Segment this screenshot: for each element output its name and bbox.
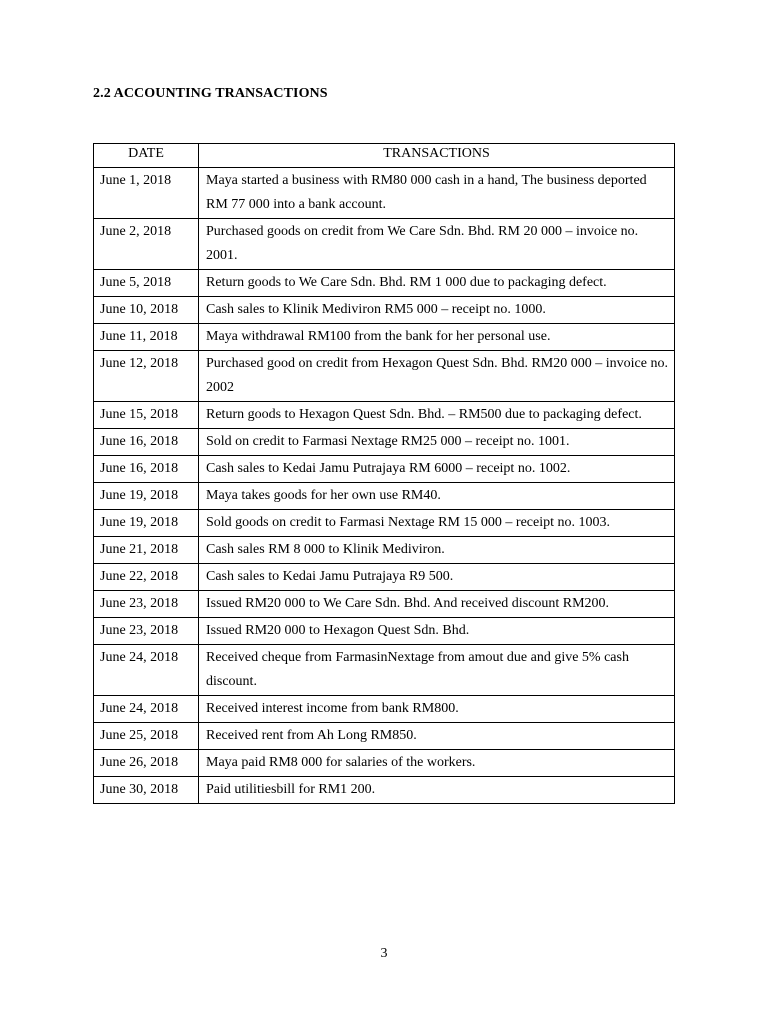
transaction-description: Paid utilitiesbill for RM1 200.: [199, 777, 675, 804]
table-row: [94, 723, 675, 750]
transaction-date: June 22, 2018: [94, 564, 199, 591]
table-row: [94, 219, 675, 270]
table-row: [94, 402, 675, 429]
transaction-description: Sold on credit to Farmasi Nextage RM25 000 – receipt no. 1001.: [199, 429, 675, 456]
table-row: [94, 510, 675, 537]
table-row: [94, 429, 675, 456]
column-header-transactions: TRANSACTIONS: [199, 144, 675, 168]
transaction-description: Purchased goods on credit from We Care Sdn. Bhd. RM 20 000 – invoice no. 2001.: [199, 219, 675, 270]
transaction-description: Received rent from Ah Long RM850.: [199, 723, 675, 750]
transaction-date: June 24, 2018: [94, 645, 199, 696]
transaction-description: Cash sales to Kedai Jamu Putrajaya RM 6000 – receipt no. 1002.: [199, 456, 675, 483]
transaction-date: June 16, 2018: [94, 429, 199, 456]
transaction-date: June 24, 2018: [94, 696, 199, 723]
transaction-description: Purchased good on credit from Hexagon Quest Sdn. Bhd. RM20 000 – invoice no. 2002: [199, 351, 675, 402]
transaction-date: June 23, 2018: [94, 591, 199, 618]
transaction-description: Return goods to Hexagon Quest Sdn. Bhd. – RM500 due to packaging defect.: [199, 402, 675, 429]
transactions-table: [93, 143, 675, 804]
transaction-date: June 21, 2018: [94, 537, 199, 564]
transaction-date: June 30, 2018: [94, 777, 199, 804]
table-row: [94, 777, 675, 804]
transaction-date: June 23, 2018: [94, 618, 199, 645]
transaction-date: June 19, 2018: [94, 483, 199, 510]
transaction-description: Maya started a business with RM80 000 cash in a hand, The business deported RM 77 000 into a bank account.: [199, 168, 675, 219]
transaction-description: Maya withdrawal RM100 from the bank for her personal use.: [199, 324, 675, 351]
transaction-date: June 1, 2018: [94, 168, 199, 219]
transaction-date: June 5, 2018: [94, 270, 199, 297]
column-header-date: DATE: [94, 144, 199, 168]
transaction-date: June 26, 2018: [94, 750, 199, 777]
page-number: 3: [380, 946, 388, 961]
table-row: [94, 537, 675, 564]
transaction-description: Sold goods on credit to Farmasi Nextage RM 15 000 – receipt no. 1003.: [199, 510, 675, 537]
transaction-description: Cash sales to Kedai Jamu Putrajaya R9 500.: [199, 564, 675, 591]
transaction-description: Cash sales RM 8 000 to Klinik Mediviron.: [199, 537, 675, 564]
transaction-description: Received interest income from bank RM800.: [199, 696, 675, 723]
transaction-date: June 15, 2018: [94, 402, 199, 429]
transaction-description: Maya paid RM8 000 for salaries of the workers.: [199, 750, 675, 777]
table-row: [94, 351, 675, 402]
transaction-date: June 16, 2018: [94, 456, 199, 483]
transaction-description: Issued RM20 000 to Hexagon Quest Sdn. Bhd.: [199, 618, 675, 645]
table-row: [94, 645, 675, 696]
transaction-date: June 12, 2018: [94, 351, 199, 402]
transaction-date: June 11, 2018: [94, 324, 199, 351]
transaction-description: Return goods to We Care Sdn. Bhd. RM 1 000 due to packaging defect.: [199, 270, 675, 297]
section-heading: 2.2 ACCOUNTING TRANSACTIONS: [93, 86, 328, 101]
table-header-row: [94, 144, 675, 168]
table-row: [94, 324, 675, 351]
transaction-description: Cash sales to Klinik Mediviron RM5 000 – receipt no. 1000.: [199, 297, 675, 324]
transactions-table-body: [94, 168, 675, 804]
transaction-description: Issued RM20 000 to We Care Sdn. Bhd. And received discount RM200.: [199, 591, 675, 618]
transaction-description: Maya takes goods for her own use RM40.: [199, 483, 675, 510]
table-row: [94, 270, 675, 297]
table-row: [94, 168, 675, 219]
table-row: [94, 456, 675, 483]
table-row: [94, 564, 675, 591]
table-row: [94, 483, 675, 510]
table-row: [94, 618, 675, 645]
table-row: [94, 696, 675, 723]
transaction-date: June 19, 2018: [94, 510, 199, 537]
table-row: [94, 591, 675, 618]
table-row: [94, 297, 675, 324]
transaction-date: June 25, 2018: [94, 723, 199, 750]
table-row: [94, 750, 675, 777]
transaction-date: June 10, 2018: [94, 297, 199, 324]
transaction-description: Received cheque from FarmasinNextage from amout due and give 5% cash discount.: [199, 645, 675, 696]
transaction-date: June 2, 2018: [94, 219, 199, 270]
